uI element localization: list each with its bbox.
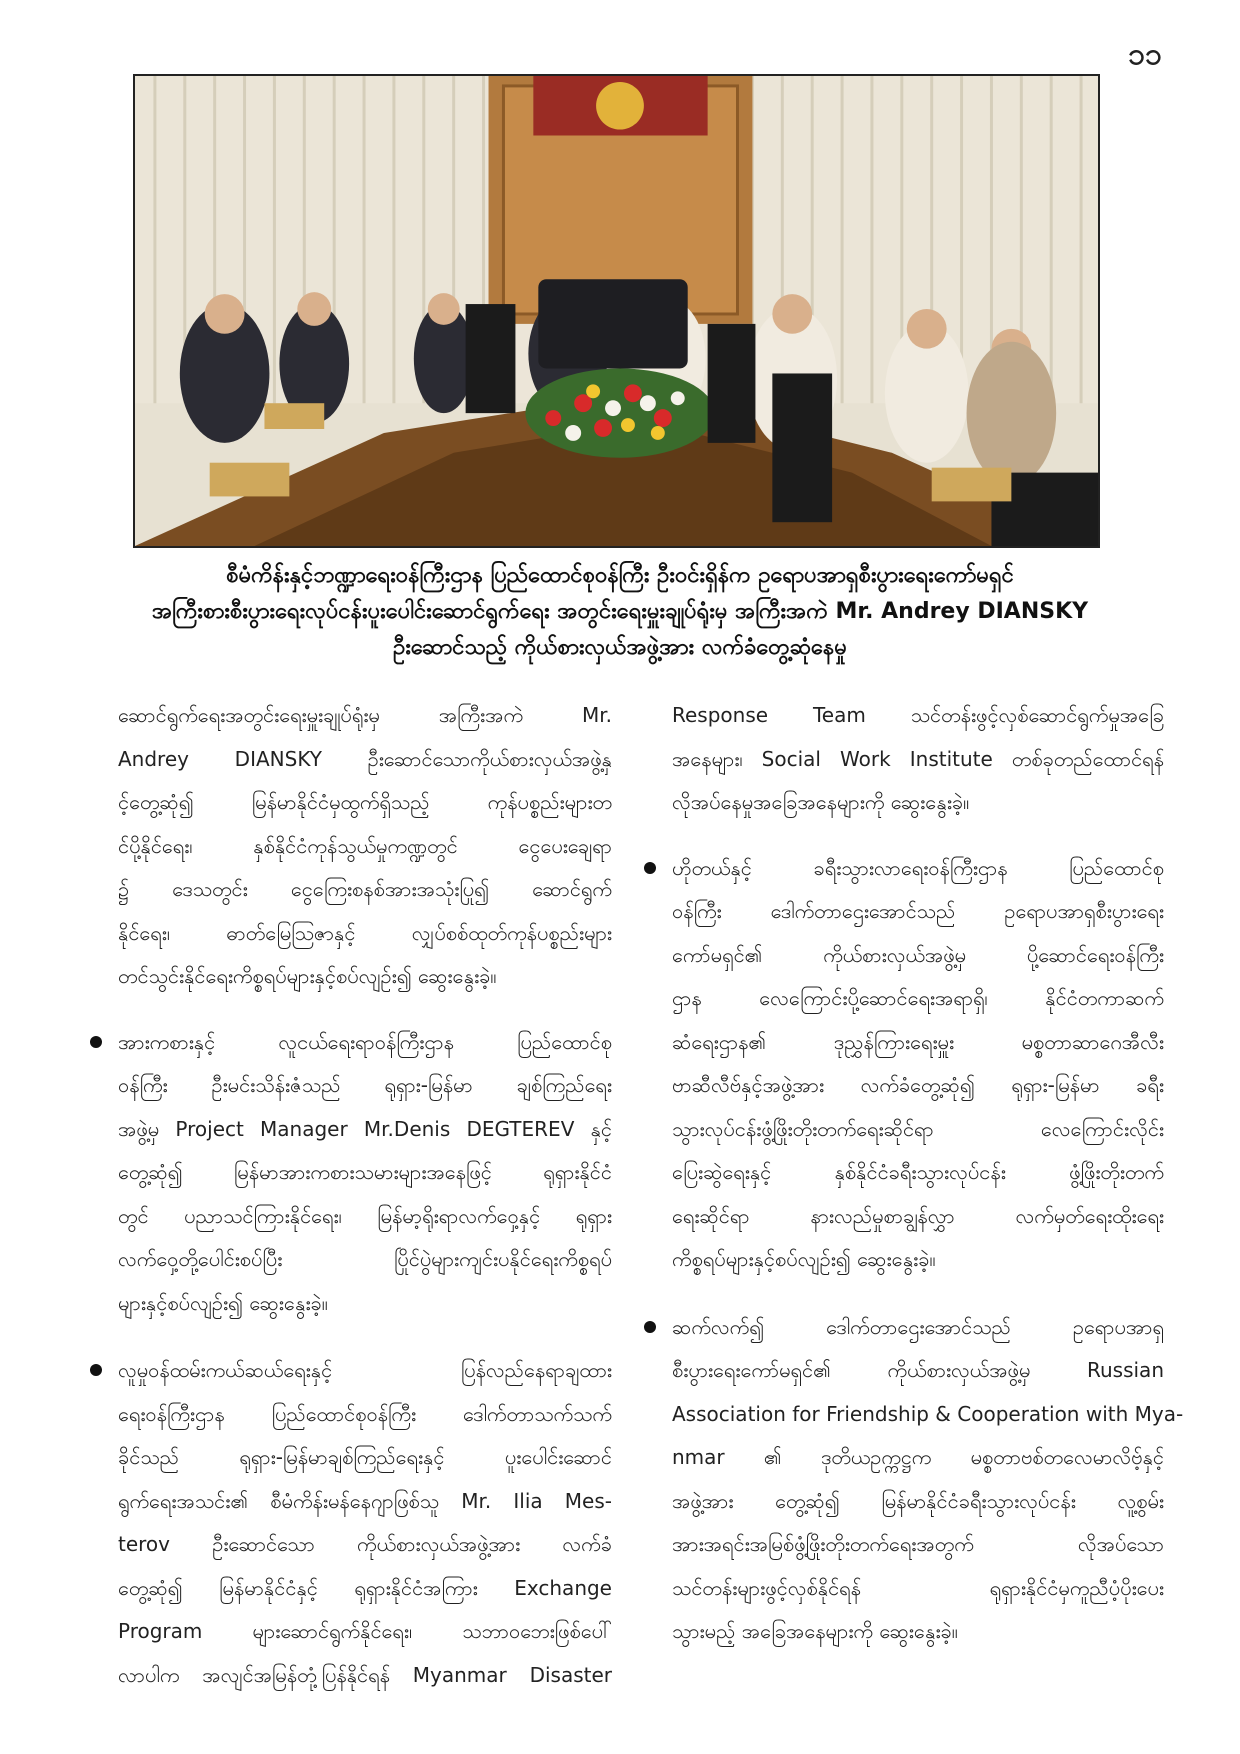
text-line: တွေ့ဆုံ၍ မြန်မာနိုင်ငံနှင့် ရုရှားနိုင်ငံအကြား Exchange: [118, 1575, 612, 1600]
text-line: င်ပို့နိုင်ရေး၊ နှစ်နိုင်ငံကုန်သွယ်မှုကဏ္ဍတွင် ငွေပေးချေရာ: [118, 833, 612, 858]
text-line: လာပါက အလျင်အမြန်တုံ့ပြန်နိုင်ရန် Myanmar Disaster: [118, 1662, 612, 1687]
caption-line: ဦးဆောင်သည့် ကိုယ်စားလှယ်အဖွဲ့အား လက်ခံတွေ့ဆုံနေမှု: [393, 635, 847, 660]
intro-paragraph: [118, 694, 612, 999]
text-line: အားကစားနှင့် လူငယ်ရေးရာဝန်ကြီးဌာန ပြည်ထောင်စု: [118, 1029, 612, 1054]
text-line: ဌာန လေကြောင်းပို့ဆောင်ရေးအရာရှိ၊ နိုင်ငံတကာဆက်: [672, 986, 1164, 1010]
text-line: ရွက်ရေးအသင်း၏ စီမံကိန်းမန်နေဂျာဖြစ်သူ Mr. Ilia Mes-: [118, 1488, 612, 1513]
caption-line: အကြီးစားစီးပွားရေးလုပ်ငန်းပူးပေါင်းဆောင်ရွက်ရေး အတွင်းရေးမှူးချုပ်ရုံးမှ အကြီးအကဲ Mr. Andrey DIANSKY: [151, 599, 1089, 624]
text-line: ၌ ဒေသတွင်း ငွေကြေးစနစ်အားအသုံးပြု၍ ဆောင်ရွက်: [118, 877, 612, 901]
text-line: ရေးဆိုင်ရာ နားလည်မှုစာချွန်လွှာ လက်မှတ်ရေးထိုးရေး: [672, 1203, 1164, 1228]
text-line: တွင် ပညာသင်ကြားနိုင်ရေး၊ မြန်မာ့ရိုးရာလက်ဝှေ့နှင့် ရုရှား: [118, 1203, 612, 1228]
text-line: နိုင်ရေး၊ ဓာတ်မြေသြဇာနှင့် လျှပ်စစ်ထုတ်ကုန်ပစ္စည်းများ: [118, 920, 612, 945]
right-column: [672, 694, 1184, 1678]
text-line: ဟိုတယ်နှင့် ခရီးသွားလာရေးဝန်ကြီးဌာန ပြည်ထောင်စု: [672, 855, 1164, 880]
photo-caption: [120, 558, 1120, 666]
text-line: အားအရင်းအမြစ်ဖွံ့ဖြိုးတိုးတက်ရေးအတွက် လိုအပ်သော: [672, 1532, 1164, 1556]
text-line: သွားလုပ်ငန်းဖွံ့ဖြိုးတိုးတက်ရေးဆိုင်ရာ လေကြောင်းလိုင်း: [672, 1116, 1164, 1141]
text-line: ပြေးဆွဲရေးနှင့် နှစ်နိုင်ငံခရီးသွားလုပ်ငန်း ဖွံ့ဖြိုးတိုးတက်: [672, 1160, 1164, 1184]
text-line: များနှင့်စပ်လျဉ်း၍ ဆွေးနွေးခဲ့။: [118, 1290, 328, 1315]
continued-paragraph: [672, 694, 1164, 825]
text-line: လက်ဝှေ့တို့ပေါင်းစပ်ပြီး ပြိုင်ပွဲများကျင်းပနိုင်ရေးကိစ္စရပ်: [118, 1247, 612, 1271]
text-line: ဆက်လက်၍ ဒေါက်တာဌေးအောင်သည် ဥရောပအာရှ: [672, 1314, 1164, 1339]
text-line: ကိစ္စရပ်များနှင့်စပ်လျဉ်း၍ ဆွေးနွေးခဲ့။: [672, 1247, 936, 1271]
bullet-item-tourism: [672, 847, 1164, 1282]
bullet-item-social-welfare: [118, 1349, 612, 1697]
text-line: သွားမည့် အခြေအနေများကို ဆွေးနွေးခဲ့။: [672, 1619, 958, 1643]
text-line: Program များဆောင်ရွက်နိုင်ရေး၊ သဘာဝဘေးဖြစ်ပေါ်: [118, 1619, 612, 1643]
text-line: Andrey DIANSKY ဦးဆောင်သောကိုယ်စားလှယ်အဖွဲ့နှ: [118, 746, 612, 771]
page-number: ၁၁: [1128, 37, 1162, 72]
bullet-item-tourism-training: [672, 1306, 1184, 1654]
text-line: င့်တွေ့ဆုံ၍ မြန်မာနိုင်ငံမှထွက်ရှိသည့် ကုန်ပစ္စည်းများတ: [118, 790, 612, 814]
text-line: လိုအပ်နေမှုအခြေအနေများကို ဆွေးနွေးခဲ့။: [672, 790, 970, 814]
text-line: nmar ၏ ဒုတိယဥက္ကဋ္ဌက မစ္စတာဗစ်တလေမာလိဗ့်နှင့်: [672, 1445, 1164, 1469]
text-line: ဝန်ကြီး ဦးမင်းသိန်းဇံသည် ရုရှား-မြန်မာ ချစ်ကြည်ရေး: [118, 1073, 612, 1097]
meeting-room-illustration: [135, 76, 1098, 546]
text-line: terov ဦးဆောင်သော ကိုယ်စားလှယ်အဖွဲ့အား လက်ခံ: [118, 1532, 612, 1556]
text-line: ဗာဆီလီဗ်နှင့်အဖွဲ့အား လက်ခံတွေ့ဆုံ၍ ရုရှား-မြန်မာ ခရီး: [672, 1073, 1164, 1097]
text-line: ဝန်ကြီး ဒေါက်တာဌေးအောင်သည် ဥရောပအာရှစီးပွားရေး: [672, 899, 1164, 923]
text-line: စီးပွားရေးကော်မရှင်၏ ကိုယ်စားလှယ်အဖွဲ့မှ Russian: [672, 1358, 1164, 1382]
text-line: အဖွဲ့မှ Project Manager Mr.Denis DEGTEREV နှင့်: [118, 1116, 612, 1141]
caption-line: စီမံကိန်းနှင့်ဘဏ္ဍာရေးဝန်ကြီးဌာန ပြည်ထောင်စုဝန်ကြီး ဦးဝင်းရှိန်က ဥရောပအာရှစီးပွားရေးကော်မရှင်: [226, 563, 1014, 588]
left-column: [118, 694, 612, 1721]
text-line: Association for Friendship & Cooperation with Mya-: [672, 1401, 1184, 1426]
text-line: ကော်မရှင်၏ ကိုယ်စားလှယ်အဖွဲ့မှ ပို့ဆောင်ရေးဝန်ကြီး: [672, 942, 1164, 967]
text-line: တင်သွင်းနိုင်ရေးကိစ္စရပ်များနှင့်စပ်လျဉ်း၍ ဆွေးနွေးခဲ့။: [118, 964, 497, 988]
text-line: လူမှုဝန်ထမ်းကယ်ဆယ်ရေးနှင့် ပြန်လည်နေရာချထား: [118, 1358, 612, 1382]
text-line: တွေ့ဆုံ၍ မြန်မာအားကစားသမားများအနေဖြင့် ရုရှားနိုင်ငံ: [118, 1160, 612, 1184]
text-line: အဖွဲ့အား တွေ့ဆုံ၍ မြန်မာနိုင်ငံခရီးသွားလုပ်ငန်း လူ့စွမ်း: [672, 1488, 1164, 1513]
text-line: သင်တန်းများဖွင့်လှစ်နိုင်ရန် ရုရှားနိုင်ငံမှကူညီပံ့ပိုးပေး: [672, 1575, 1164, 1600]
text-line: အနေများ၊ Social Work Institute တစ်ခုတည်ထောင်ရန်: [672, 746, 1164, 771]
text-line: ဆံရေးဌာန၏ ဒုညွှန်ကြားရေးမှူး မစ္စတာဆာဂေအီလီး: [672, 1029, 1164, 1054]
bullet-icon: [644, 862, 656, 874]
bullet-icon: [90, 1364, 102, 1376]
text-line: ခိုင်သည် ရုရှား-မြန်မာချစ်ကြည်ရေးနှင့် ပူးပေါင်းဆောင်: [118, 1445, 612, 1469]
text-line: Response Team သင်တန်းဖွင့်လှစ်ဆောင်ရွက်မှုအခြေ: [672, 703, 1164, 727]
bullet-item-sports: [118, 1021, 612, 1326]
meeting-photo: [133, 74, 1100, 548]
text-line: ရေးဝန်ကြီးဌာန ပြည်ထောင်စုဝန်ကြီး ဒေါက်တာသက်သက်: [118, 1401, 612, 1426]
text-line: ဆောင်ရွက်ရေးအတွင်းရေးမှူးချုပ်ရုံးမှ အကြီးအကဲ Mr.: [118, 703, 612, 727]
bullet-icon: [90, 1036, 102, 1048]
bullet-icon: [644, 1321, 656, 1333]
